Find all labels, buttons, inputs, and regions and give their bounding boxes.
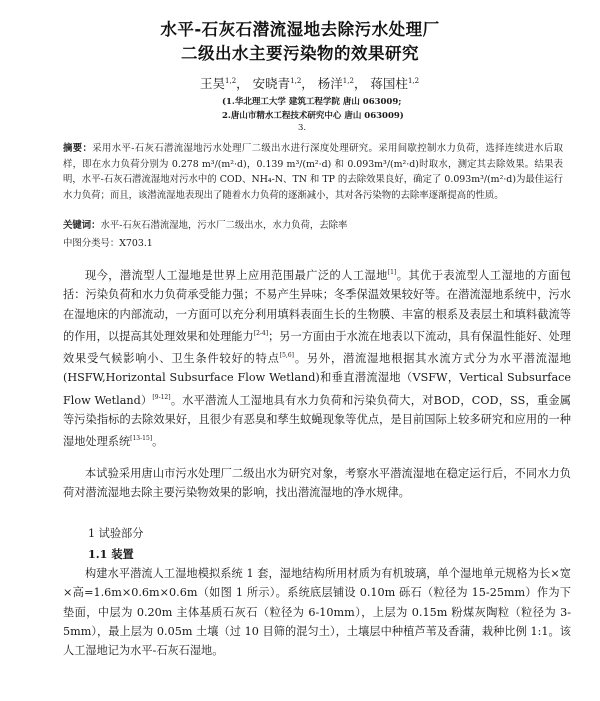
- affiliation-line-2: 2.唐山市精水工程技术研究中心 唐山 063009): [222, 111, 404, 121]
- paragraph-apparatus: 构建水平潜流人工湿地模拟系统 1 套，湿地结构所用材质为有机玻璃，单个湿地单元规格为长×宽×高=1.6m×0.6m×0.6m（如图 1 所示）。系统底层铺设 0.10m 砾石（粒径为 15-25mm）作为下垫面，中层为 0.20m 主体基质石灰石（粒径为 6-10mm），上层为 0.15m 粉煤灰陶粒（粒径为 3-5mm），最上层为 0.05m 土壤（过 10 目筛的混匀土），土壤层中种植芦苇及香蒲，栽种比例 1:1。该人工湿地记为水平-石灰石湿地。: [63, 567, 571, 658]
- section-heading-experiment: 1 试验部分: [88, 527, 144, 540]
- author-affiliation-mark: 1,2: [342, 77, 354, 85]
- author-name: 蒋国柱: [370, 76, 408, 91]
- abstract-label: 摘要：: [63, 143, 93, 154]
- title-line-2: 二级出水主要污染物的效果研究: [181, 44, 419, 63]
- author-name: 杨洋: [317, 76, 343, 91]
- author-affiliation-mark: 1,2: [407, 77, 420, 85]
- subsection-heading-apparatus: 1.1 装置: [88, 547, 134, 561]
- paragraph-objective: 本试验采用唐山市污水处理厂二级出水为研究对象，考察水平潜流湿地在稳定运行后，不同水力负荷对潜流湿地去除主要污染物效果的影响，找出潜流湿地的净水规律。: [63, 467, 571, 500]
- paragraph-intro: [63, 263, 571, 452]
- paragraph-text: 。: [152, 435, 164, 449]
- author-affiliation-mark: 1,2: [290, 77, 302, 85]
- citation-ref: [13-15]: [130, 435, 153, 443]
- paragraph-text: 。另外，潜流湿地根据其水流方式分为水平潜流湿地(HSFW,Horizontal Subsurface Flow Wetland)和垂直潜流湿地（VSFW，Vertical Subsurface Flow Wetland）: [63, 352, 571, 407]
- citation-ref: [1]: [387, 269, 397, 276]
- keywords-text: 水平-石灰石潜流湿地，污水厂二级出水，水力负荷，去除率: [100, 220, 348, 231]
- paragraph-text: ；另一方面由于水流在地表以下流动，具有保温性能好、处理效果受气候影响小、卫生条件较好的特点: [63, 329, 571, 366]
- abstract: [63, 141, 563, 203]
- citation-ref: [2-4]: [253, 329, 269, 337]
- paragraph-text: 现今，潜流型人工湿地是世界上应用范围最广泛的人工湿地: [85, 269, 388, 282]
- citation-ref: [9-12]: [152, 393, 171, 401]
- paragraph-text: 。其优于表流型人工湿地的方面包括：污染负荷和水力负荷承受能力强；不易产生异味；冬季保温效果较好等。在潜流湿地系统中，污水在湿地床的内部流动，一方面可以充分利用填料表面生长的生物膜、丰富的根系及表层土和填料截流等的作用，以提高其处理效果和处理能力: [63, 269, 571, 343]
- author-name: 王昊: [200, 76, 226, 91]
- paragraph-text: 。水平潜流人工湿地具有水力负荷和污染负荷大，对BOD，COD，SS，重金属等污染指标的去除效果好，且很少有恶臭和孳生蚊蝇现象等优点，是目前国际上较多研究和应用的一种湿地处理系统: [63, 393, 571, 449]
- title-line-1: 水平-石灰石潜流湿地去除污水处理厂: [160, 20, 440, 39]
- author-affiliation-mark: 1,2: [225, 77, 237, 85]
- affiliation-line-1: (1.华北理工大学 建筑工程学院 唐山 063009;: [222, 97, 402, 107]
- keywords-label: 关键词：: [63, 220, 101, 231]
- author-list: 王昊$^{1,2}$， 安晓青$^{1,2}$， 杨洋$^{1,2}$， 蒋国柱$^{1,2}$: [200, 76, 420, 91]
- affiliation-number: 3.: [298, 123, 307, 133]
- abstract-text: 采用水平-石灰石潜流湿地污水处理厂二级出水进行深度处理研究。采用间歇控制水力负荷，选择连续进水后取样，即在水力负荷分别为 0.278 m³/(m²·d)，0.139 m³/(m²·d) 和 0.093m³/(m²·d)时取水，测定其去除效果。结果表明，水平-石灰石潜流湿地对污水中的 COD、NH₄-N、TN 和 TP 的去除效果良好，确定了 0.093m³/(m²·d)为最佳运行水力负荷；而且，该潜流湿地表现出了随着水力负荷的逐渐减小，其对各污染物的去除率逐渐提高的性质。: [63, 143, 563, 201]
- author-name: 安晓青: [252, 76, 291, 91]
- keywords: [63, 218, 563, 234]
- citation-ref: [5,6]: [279, 352, 294, 360]
- clc-number: 中图分类号：X703.1: [63, 238, 153, 249]
